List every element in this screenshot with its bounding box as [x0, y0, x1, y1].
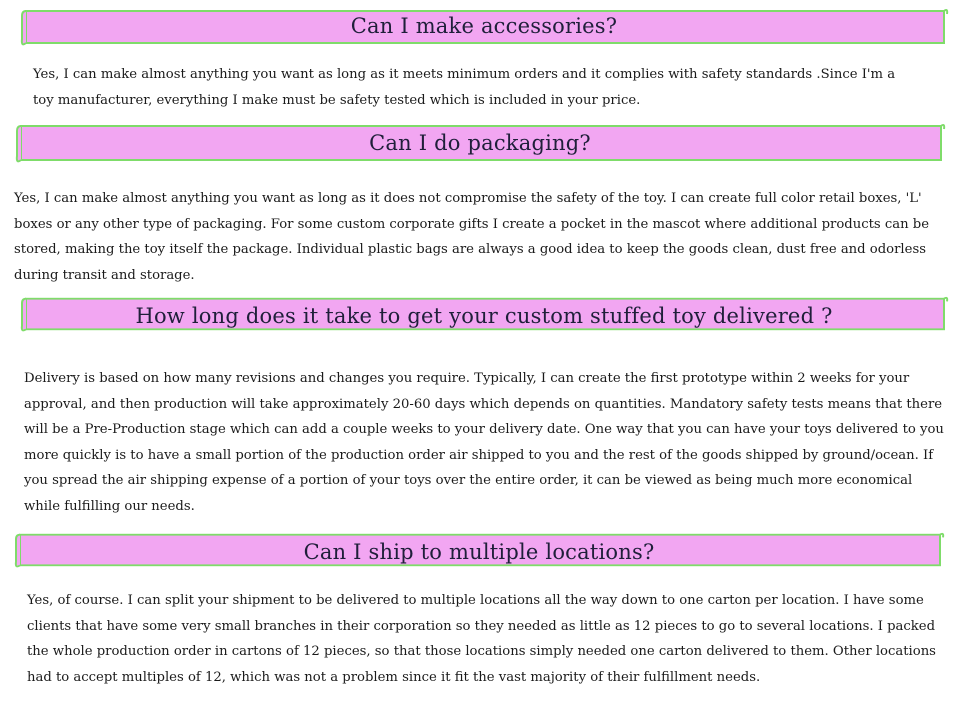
- faq-answer: Yes, I can make almost anything you want as long as it meets minimum orders and it complies with safety standards .Since I'm a toy manufacturer, everything I make must be safety tested which is included in your price.: [33, 67, 896, 108]
- faq-banner-locations: [14, 532, 944, 568]
- faq-banner-accessories: [20, 8, 948, 44]
- faq-question: Can I make accessories?: [350, 14, 618, 38]
- faq-answer: Delivery is based on how many revisions and changes you require. Typically, I can create the first prototype within 2 weeks for your approval, and then production will take approximately 20-60 days which depends on quantities. Mandatory safety tests means that there will be a Pre-Production stage which can add a couple weeks to your delivery date. One way that you can have your toys delivered to you more quickly is to have a small portion of the production order air shipped to you and the rest of the goods shipped by ground/ocean. If you spread the air shipping expense of a portion of your toys over the entire order, it can be viewed as being much more economical while fulfilling our needs.: [24, 371, 944, 514]
- faq-answer: Yes, of course. I can split your shipment to be delivered to multiple locations all the way down to one carton per location. I have some clients that have some very small branches in their corporation so they needed as little as 12 pieces to go to several locations. I packed the whole production order in cartons of 12 pieces, so that those locations simply needed one carton delivered to them. Other locations had to accept multiples of 12, which was not a problem since it fit the vast majority of their fulfillment needs.: [27, 593, 936, 685]
- faq-banner-packaging: [15, 123, 945, 159]
- faq-question: How long does it take to get your custom stuffed toy delivered ?: [135, 304, 833, 328]
- faq-question: Can I do packaging?: [369, 131, 591, 155]
- faq-answer: Yes, I can make almost anything you want as long as it does not compromise the safety of the toy. I can create full color retail boxes, 'L' boxes or any other type of packaging. For some custom corporate gifts I create a pocket in the mascot where additional products can be stored, making the toy itself the package. Individual plastic bags are always a good idea to keep the goods clean, dust free and odorless during transit and storage.: [14, 191, 930, 283]
- faq-question: Can I ship to multiple locations?: [303, 540, 655, 564]
- faq-banner-delivery: [20, 296, 948, 332]
